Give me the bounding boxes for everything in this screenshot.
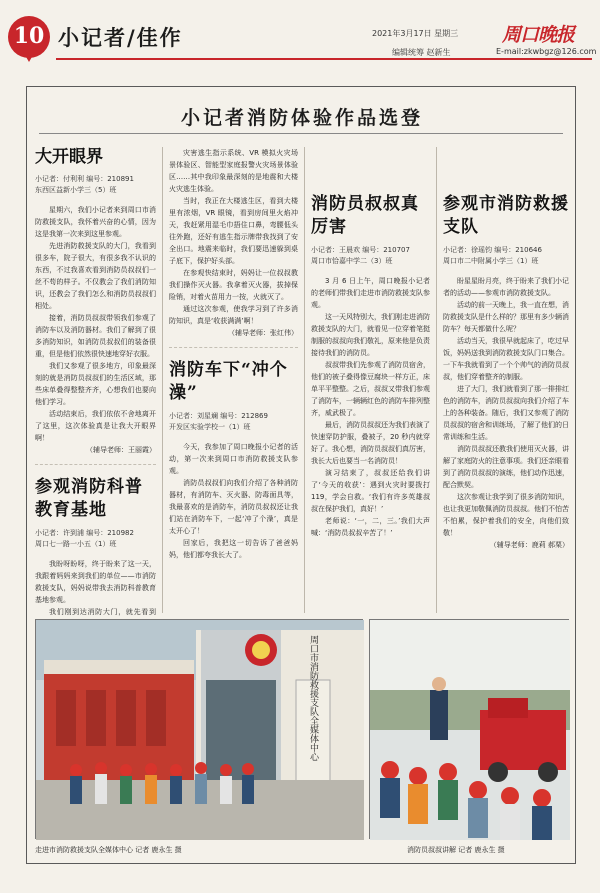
byline-line: 小记者：徐瑶钧 编号：210646: [443, 246, 542, 254]
article-paragraph: 通过这次参观，使我学习到了许多消防知识，真是‘收获满满’啊！: [169, 305, 298, 325]
page-number-badge: 10: [8, 16, 50, 58]
article-byline-firetruck: [169, 411, 298, 433]
article-paragraph: 先进消防救援支队的大门，我看到很多车，院子很大，有很多我不认识的东西，不过我喜欢看到消防员叔叔们一丝不苟的样子。不仅教会了我们消防知识，还教会了我们怎么和消防员叔叔们相处。: [35, 242, 156, 310]
byline-line: 开发区实验学校一（1）班: [169, 423, 251, 431]
article-paragraph: 回家后，我把这一切告诉了爸爸妈妈，他们都夸我长大了。: [169, 539, 298, 559]
byline-line: 东西区益新小学三（5）班: [35, 186, 117, 194]
feature-title-divider: [39, 133, 563, 134]
masthead-divider: [56, 58, 592, 60]
byline-line: 小记者：刘星斓 编号：212869: [169, 412, 268, 420]
byline-line: 小记者：王晨欢 编号：210707: [311, 246, 410, 254]
article-paragraph: 最后，消防员叔叔还为我们表演了快速穿防护服，叠被子，20 秒内就穿好了。我心想，消防员叔叔们真厉害，我长大后也要当一名消防员！: [311, 421, 430, 465]
article-paragraph: 我们又参观了很多地方，印象最深刻的就是消防员叔叔们的生活区域，那些床单叠得整整齐齐，心想我们也要向他们学习。: [35, 362, 156, 406]
byline-line: 小记者：付利利 编号：210891: [35, 175, 134, 183]
article-paragraph: 今天，我参加了周口晚报小记者的活动，第一次来到周口市消防救援支队参观。: [169, 443, 298, 475]
article-paragraph: 星期六，我们小记者来到周口市消防救援支队，我怀着兴奋的心情，因为这是我第一次来到这里参观。: [35, 206, 156, 238]
article-paragraph: 这次参观让我学到了很多消防知识，也让我更加敬佩消防员叔叔。他们不怕苦不怕累，保护着我们的安全，向他们致敬！: [443, 493, 569, 537]
entrance-sign-text: 周口市消防救援支队全媒体中心: [308, 635, 318, 761]
article-paragraph: 这一天风特别大，我们刚走进消防救援支队的大门，就看见一位穿着笔挺制服的叔叔向我们敬礼，原来他是负责接待我们的消防员。: [311, 313, 430, 357]
column-1: [35, 147, 163, 616]
column-2: [169, 147, 305, 613]
article-paragraph: 我盼呀盼呀，终于盼来了这一天，我跟着妈妈来到我们的单位——市消防救援支队，妈妈说带我去消防科普教育基地参观。: [35, 560, 156, 604]
column-4: [443, 147, 569, 613]
article-paragraph: 叔叔带我们先参观了消防员宿舍，他们的被子叠得像豆腐块一样方正，床单平平整整。之后，叔叔又带我们参观了消防车，一辆辆红色的消防车排列整齐，威武极了。: [311, 361, 430, 417]
article-byline-kaida: [35, 174, 156, 196]
contact-email: E-mail:zkwbgz@126.com: [496, 47, 597, 56]
article-divider: [35, 464, 156, 476]
photo-illustration: [370, 620, 570, 840]
editor-credit: 编辑统筹 赵新生: [392, 48, 451, 57]
article-title-uncle: 消防员叔叔真厉害: [311, 194, 419, 237]
article-paragraph: 进了大门，我们就看到了那一排排红色的消防车，消防员叔叔向我们介绍了车上的各种装备。随后，我们又参观了消防员叔叔的宿舍和训练场，了解了他们的日常训练和生活。: [443, 385, 569, 441]
article-byline-uncle: [311, 245, 430, 267]
article-title-rescue: 参观市消防救援支队: [443, 194, 569, 237]
feature-title: 小记者消防体验作品选登: [180, 107, 423, 129]
byline-line: 周口市二中附属小学三（1）班: [443, 257, 539, 265]
article-paragraph: 老师说：‘一，二，三。’我们大声喊：‘消防员叔叔辛苦了！’: [311, 517, 430, 537]
photo-illustration: [36, 620, 364, 840]
photo-caption-right: 消防员叔叔讲解 记者 鹿永生 摄: [407, 846, 505, 854]
article-paragraph: （辅导老师：王丽霞）: [86, 446, 156, 454]
article-title-kaida: 大开眼界: [35, 147, 103, 167]
article-paragraph: 活动结束后，我们依依不舍地离开了这里，这次体验真是让我大开眼界啊！: [35, 410, 156, 442]
byline-line: 周口市恰嘉中学二（3）班: [311, 257, 393, 265]
article-paragraph: 接着，消防员叔叔带领我们参观了消防车以及消防器材。我们了解到了很多消防知识，如消防员叔叔们的装备很重，但是他们依然很快速地穿好衣服。: [35, 314, 156, 358]
feature-frame: [26, 86, 576, 864]
issue-date: 2021年3月17日 星期三: [372, 29, 459, 38]
article-title-science: 参观消防科普教育基地: [35, 477, 143, 520]
section-title: 小记者/佳作: [58, 25, 183, 50]
article-paragraph: 当时，我正在大楼逃生区，看到大楼里有浓烟，VR 眼镜，看到房间里火焰冲天，我赶紧用湿毛巾捂住口鼻，弯腰低头往外跑，还好有逃生指示牌带我找到了安全出口。地震来临时，我们要迅速躲到桌子底下，保护好头部。: [169, 197, 298, 265]
article-paragraph: 演习结束了，叔叔还给我们讲了‘今天的收获’：遇到火灾时要拨打 119，学会自救。‘我们有许多英雄叔叔在保护我们，真好！’: [311, 469, 430, 513]
article-divider: [169, 347, 298, 359]
article-paragraph: 我们刚到达消防大门，就先看到: [49, 608, 156, 616]
newspaper-logo: 周口晚报: [502, 24, 575, 46]
photo-caption-left: 走进市消防救援支队全媒体中心 记者 鹿永生 摄: [35, 846, 182, 854]
photo-entering-building: [35, 619, 363, 839]
article-paragraph: （辅导老师：张红伟）: [228, 329, 298, 337]
article-paragraph: 活动的前一天晚上，我一直在想，消防救援支队是什么样的？那里有多少辆消防车？每天都做什么呢？: [443, 301, 569, 333]
article-title-firetruck: 消防车下“冲个澡”: [169, 360, 288, 403]
column-3: [311, 147, 437, 613]
article-paragraph: 消防员叔叔还教我们使用灭火器，讲解了家庭防火的注意事项。我们还亲眼看到了消防员叔叔的演练，他们动作迅速，配合默契。: [443, 445, 569, 489]
article-paragraph: 消防员叔叔们向我们介绍了各种消防器材，有消防车、灭火器、防毒面具等，我最喜欢的是消防车，消防员叔叔还让我们站在消防车下，一起‘冲了个澡’，真是太开心了！: [169, 479, 298, 535]
article-paragraph: （辅导老师：鹿莉 郝栗）: [489, 541, 569, 549]
article-paragraph: 盼星星盼月亮，终于盼来了我们小记者的活动——参观市消防救援支队。: [443, 277, 569, 297]
article-byline-rescue: [443, 245, 569, 267]
byline-line: 小记者：许到浦 编号：210982: [35, 529, 134, 537]
byline-line: 周口七一路一小五（1）班: [35, 540, 117, 548]
article-paragraph: 3 月 6 日上午，周口晚报小记者的老师们带我们走进市消防救援支队参观。: [311, 277, 430, 309]
article-paragraph: 活动当天，我很早就起床了，吃过早饭，妈妈送我到消防救援支队门口集合。一下车我就看到了一个个帅气的消防员叔叔，他们穿着整齐的制服。: [443, 337, 569, 381]
article-paragraph: 灾害逃生指示系统、VR 模拟火灾场景体验区、智能型家庭报警火灾场景体验区……其中我印象最深刻的是地震和大楼火灾逃生体验。: [169, 149, 298, 193]
masthead: [0, 0, 600, 62]
photo-firefighter-briefing: [369, 619, 569, 839]
article-byline-science: [35, 528, 156, 550]
article-paragraph: 在参观快结束时，妈妈让一位叔叔教我们操作灭火器。我拿着灭火器，拔掉保险销，对着火苗用力一按，火就灭了。: [169, 269, 298, 301]
